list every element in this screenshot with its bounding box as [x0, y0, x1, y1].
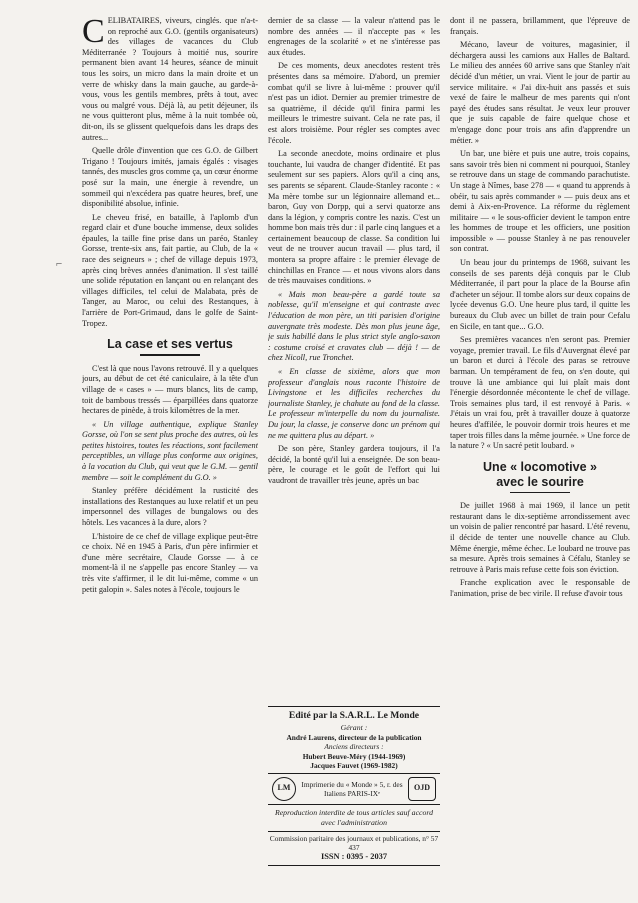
imprint-director: Jacques Fauvet (1969-1982): [310, 761, 398, 771]
paragraph: Franche explication avec le responsable de l'animation, prise de bec virile. Il refuse d'avoir tous: [450, 578, 630, 598]
ojd-logo: OJD: [408, 777, 436, 801]
paragraph: Quelle drôle d'invention que ces G.O. de Gilbert Trigano ! Toujours imités, jamais égalés : visages tannés, des muscles gros comme ça, un cœur énorme posé sur la main, une énergie à revendre, un sommeil qui n'excédera pas quatre heures, bref, une disponibilité absolue, infinie.: [82, 146, 258, 209]
paragraph: L'histoire de ce chef de village explique peut-être ce choix. Né en 1945 à Paris, d'un père infirmier et d'une mère secrétaire, Claude Gorsse — à ce moment-là il ne s'appelle pas encore Stanley — va très vite s'affirmer, il le dit lui-même, comme « un petit galopin ». Sales notes à l'école, toujours le: [82, 531, 258, 594]
imprint-printer: Imprimerie du « Monde » 5, r. des Italiens PARIS-IXᵉ: [301, 780, 403, 799]
article-column-2: [268, 16, 440, 703]
margin-bracket-mark: ⌐: [56, 258, 63, 270]
paragraph: Un beau jour du printemps de 1968, suivant les conseils de ses parents déjà conquis par le Club Méditerranée, il part pour la place de la Bourse afin d'acheter un séjour. Il tombe alors sur deux copains de lycée devenus G.O. Une heure plus tard, il quitte les bureaux du Club avec un billet de train pour Cefalu en Sicile, en tant que... G.O.: [450, 258, 630, 331]
paragraph: Ses premières vacances n'en seront pas. Premier voyage, premier travail. Le fils d'Auvergnat élevé par un baron et durci à l'école des paras se retrouve barman. Un tempérament de feu, on s'en doute, qui trouve là une ambiance qui lui plaît mais dont l'énergie désordonnée mécontente le chef de village. Trois semaines plus tard, il est renvoyé à Paris. « J'étais un vrai fou, prêt à travailler douze à quatorze heures d'affilée, le pouvoir dormir trois heures et me taper trois filles dans la même journée. » Une force de la nature ? « Un sacré petit loubard. »: [450, 335, 630, 451]
paragraph: La seconde anecdote, moins ordinaire et plus touchante, lui vaudra de changer d'identité. Et pas seulement sur ses papiers. Alors qu'il a cinq ans, ses parents se séparent. Claude-Stanley raconte : « Ma mère tombe sur un légionnaire allemand et... baron, Guy von Dorpp, qui a servi quatorze ans dans la légion, y compris contre les nazis. C'est un homme bon mais très dur : il parle cinq langues et a certainement beaucoup de classe. Sa condition lui veut de ne trouver aucun travail — plus tard, il montera sa propre affaire : le premier élevage de chinchillas en France — et nous vivons alors dans de très mauvaises conditions. »: [268, 149, 440, 286]
imprint-gerant: André Laurens, directeur de la publication: [286, 732, 422, 742]
section-subhead: La case et ses vertus: [82, 337, 258, 356]
paragraph: « Mais mon beau-père a gardé toute sa noblesse, qu'il m'enseigne et qui contraste avec l'éducation de mon père, un titi parisien d'origine auvergnate très modeste. Dès mon plus jeune âge, je suis habillé dans le plus strict style anglo-saxon : costume croisé et cravates club — déjà ! — de chez Nicoll, rue Tronchet.: [268, 289, 440, 363]
drop-cap: C: [82, 16, 105, 50]
imprint-gerant-label: Gérant :: [340, 723, 368, 733]
imprint-publisher: Edité par la S.A.R.L. Le Monde: [288, 710, 420, 721]
imprint-reproduction-notice: Reproduction interdite de tous articles sauf accord avec l'administration: [268, 808, 440, 831]
paragraph: Mécano, laveur de voitures, magasinier, il déchargera aussi les camions aux Halles de Baltard. Le milieu des années 60 arrive sans que Stanley n'ait décidé d'un métier, un vrai. Vient le jour de partir au service militaire. « J'ai dix-huit ans passés et suis vexé de faire le malheur de mes parents qui n'ont payé des études sans résultat. Je veux leur prouver que je suis capable de faire quelque chose et m'engage donc pour trois ans afin d'apprendre un métier. »: [450, 40, 630, 145]
section-subhead: Une « locomotive » avec le sourire: [450, 460, 630, 494]
paragraph: De son père, Stanley gardera toujours, il l'a décidé, la bonté qu'il lui a enseignée. De son beau-père, le courage et le goût de l'effort qui lui vaudront de travailler très jeune, après un bac: [268, 444, 440, 485]
article-column-1: [82, 16, 258, 897]
paragraph: Le cheveu frisé, en bataille, à l'aplomb d'un regard clair et d'une bouche immense, deux solides épaules, la taille fine prise dans un paréo, Stanley Gorsse, trente-six ans, fait partie, au Club, de la « race des seigneurs » ; chef de village depuis 1973, après cinq brèves années d'animation. Il s'est taillé une solide réputation en lançant ou en relançant des villages difficiles, tel celui de Malabata, près de Tanger, au Maroc, ou celui des Restanques, à l'arrière de Port-Grimaud, dans le golfe de Saint-Tropez.: [82, 212, 258, 328]
imprint-printer-row: [268, 773, 440, 805]
le-monde-logo: LM: [272, 777, 296, 801]
paragraph: C'est là que nous l'avons retrouvé. Il y a quelques jours, au début de cet été caniculaire, à la tête d'un village de « cases » — murs blancs, lits de camp, toit de bambous tressés — éparpillées dans quatorze hectares de pinède, à trois kilomètres de la mer.: [82, 363, 258, 416]
paragraph: Stanley préfère décidément la rusticité des installations des Restanques au luxe relatif et un peu impersonnel des villages de bungalows ou des hôtels. Les vacances à la dure, alors ?: [82, 486, 258, 528]
lead-paragraph: CELIBATAIRES, viveurs, cinglés. que n'a-t-on reproché aux G.O. (gentils organisateurs) des villages de vacances du Club Méditerranée ? Toujours à moitié nus, sourire permanent bien avant 14 heures, séance de minuit tous les soirs, un micro dans la main droite et un verre de whisky dans la main gauche, au garde-à-vous, vous les gentils membres, prêts à tout, avec vous ou malgré vous. Déjà là, au petit déjeuner, ils ne vous quitteront plus, même à la nuit tombée où, dit-on, ils se glissent quelquefois dans les draps des autres...: [82, 16, 258, 142]
paragraph: dernier de sa classe — la valeur n'attend pas le nombre des années — il n'accepte pas « les engrenages de la scolarité » et ne s'intéresse pas aux études.: [268, 16, 440, 57]
publication-imprint-box: [268, 706, 440, 866]
imprint-director: Hubert Beuve-Méry (1944-1969): [302, 751, 406, 761]
paragraph: « Un village authentique, explique Stanley Gorsse, où l'on se sent plus proche des autres, où les petites histoires, toutes les réactions, sont facilement perceptibles, un village plus conforme aux origines, à la vocation du Club, qui veut que le G.M. — gentil membre — soit le complément du G.O. »: [82, 419, 258, 482]
imprint-commission: Commission paritaire des journaux et publications, n° 57 437: [269, 833, 439, 853]
paragraph: De ces moments, deux anecdotes restent très présentes dans sa mémoire. D'abord, un premier combat qu'il se livre à lui-même : prouver qu'il n'est pas un idiot. Dernier au premier trimestre de sa quatrième, il décide qu'il finira parmi les meilleurs le trimestre suivant. Cela ne rate pas, il est alors troisième. Pour régler ses comptes avec l'école.: [268, 61, 440, 145]
imprint-issn: ISSN : 0395 - 2037: [320, 852, 388, 862]
paragraph: Un bar, une bière et puis une autre, trois copains, sans savoir très bien ni comment ni pourquoi, Stanley se retrouve dans un stage de commando parachutiste. Un stage à Nîmes, base 278 — « quand tu apprends à obéir, tu sais après commander » — puis deux ans et demi à Aix-en-Provence. La réforme du règlement militaire — « le sous-officier devient le tampon entre les hommes de troupe et les officiers, une position impossible » — pousse Stanley à ne pas renouveler son contrat.: [450, 149, 630, 254]
subhead-rule: [510, 492, 570, 494]
paragraph: dont il ne passera, brillamment, que l'épreuve de français.: [450, 16, 630, 36]
imprint-former-directors-label: Anciens directeurs :: [324, 742, 384, 752]
paragraph: « En classe de sixième, alors que mon professeur d'anglais nous raconte l'histoire de Livingstone et les difficiles recherches du journaliste Stanley, je chahute au fond de la classe. Le professeur m'interpelle du nom du journaliste. Du jour, la classe, je conserve donc un prénom qui ne me quittera plus au départ. »: [268, 367, 440, 440]
article-column-3: [450, 16, 630, 897]
paragraph: De juillet 1968 à mai 1969, il lance un petit restaurant dans le dix-septième arrondissement avec un voisin de palier rencontré par hasard. L'été revenu, il décide de tenter une nouvelle chance au Club. Même énergie, même échec. Le loubard ne trouve pas sa mesure. Après trois semaines à Céfalu, Stanley se retrouve à Paris mais refuse cette fois son éviction.: [450, 501, 630, 574]
subhead-rule: [140, 354, 200, 356]
